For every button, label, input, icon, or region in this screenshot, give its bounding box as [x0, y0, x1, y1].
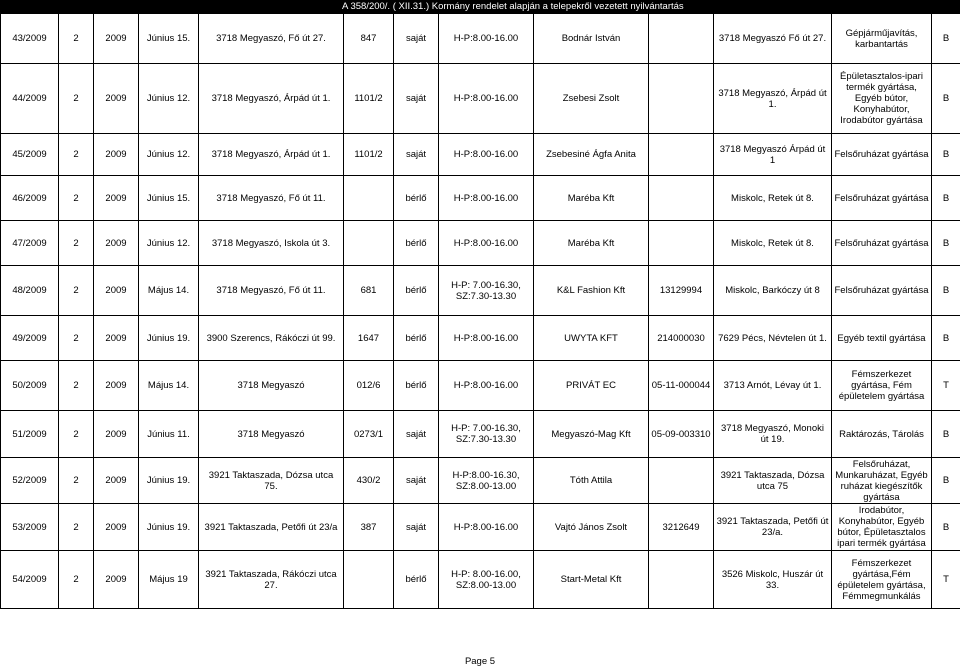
cell-opening-hours: H-P:8.00-16.00	[439, 316, 534, 361]
cell-class: B	[932, 64, 960, 134]
table-row	[1, 316, 960, 361]
cell-operator-name: UWYTA KFT	[534, 316, 649, 361]
cell-opening-hours: H-P:8.00-16.30, SZ:8.00-13.00	[439, 458, 534, 504]
cell-site-address: 3900 Szerencs, Rákóczi út 99.	[199, 316, 344, 361]
cell-operator-address: 3718 Megyaszó, Monoki út 19.	[714, 411, 832, 458]
cell-category: 2	[59, 134, 94, 176]
cell-register-no: 52/2009	[1, 458, 59, 504]
cell-register-no: 49/2009	[1, 316, 59, 361]
cell-year: 2009	[94, 266, 139, 316]
cell-year: 2009	[94, 551, 139, 609]
table-row	[1, 14, 960, 64]
cell-opening-hours: H-P:8.00-16.00	[439, 14, 534, 64]
cell-registration-no: 05-09-003310	[649, 411, 714, 458]
cell-class: B	[932, 458, 960, 504]
cell-parcel-no	[344, 176, 394, 221]
cell-activity: Irodabútor, Konyhabútor, Egyéb bútor, Épületasztalos ipari termék gyártása	[832, 504, 932, 551]
cell-opening-hours: H-P:8.00-16.00	[439, 361, 534, 411]
cell-operator-address: 3921 Taktaszada, Dózsa utca 75	[714, 458, 832, 504]
cell-ownership: bérlő	[394, 316, 439, 361]
cell-registration-no	[649, 176, 714, 221]
cell-operator-name: Bodnár István	[534, 14, 649, 64]
cell-category: 2	[59, 221, 94, 266]
cell-operator-address: 3921 Taktaszada, Petőfi út 23/a.	[714, 504, 832, 551]
table-row	[1, 504, 960, 551]
table-row	[1, 361, 960, 411]
cell-operator-name: Start-Metal Kft	[534, 551, 649, 609]
cell-site-address: 3718 Megyaszó, Fő út 27.	[199, 14, 344, 64]
cell-class: B	[932, 504, 960, 551]
cell-parcel-no: 430/2	[344, 458, 394, 504]
cell-year: 2009	[94, 361, 139, 411]
header-text: A 358/200/. ( XII.31.) Kormány rendelet alapján a telepekről vezetett nyilvántartás	[342, 1, 684, 12]
cell-site-address: 3921 Taktaszada, Dózsa utca 75.	[199, 458, 344, 504]
cell-year: 2009	[94, 14, 139, 64]
cell-parcel-no: 1101/2	[344, 134, 394, 176]
cell-activity: Felsőruházat gyártása	[832, 176, 932, 221]
cell-ownership: saját	[394, 134, 439, 176]
cell-opening-hours: H-P:8.00-16.00	[439, 64, 534, 134]
cell-activity: Épületasztalos-ipari termék gyártása, Egyéb bútor, Konyhabútor, Irodabútor gyártása	[832, 64, 932, 134]
cell-year: 2009	[94, 176, 139, 221]
cell-class: B	[932, 14, 960, 64]
cell-date: Június 15.	[139, 176, 199, 221]
cell-operator-name: K&L Fashion Kft	[534, 266, 649, 316]
cell-operator-address: 3718 Megyaszó Fő út 27.	[714, 14, 832, 64]
cell-class: B	[932, 316, 960, 361]
cell-class: B	[932, 266, 960, 316]
table-row	[1, 221, 960, 266]
cell-register-no: 46/2009	[1, 176, 59, 221]
cell-category: 2	[59, 266, 94, 316]
cell-site-address: 3718 Megyaszó	[199, 361, 344, 411]
table-row	[1, 176, 960, 221]
cell-opening-hours: H-P:8.00-16.00	[439, 504, 534, 551]
cell-category: 2	[59, 64, 94, 134]
cell-category: 2	[59, 176, 94, 221]
cell-activity: Raktározás, Tárolás	[832, 411, 932, 458]
cell-category: 2	[59, 551, 94, 609]
cell-register-no: 51/2009	[1, 411, 59, 458]
cell-ownership: bérlő	[394, 266, 439, 316]
cell-parcel-no	[344, 551, 394, 609]
cell-activity: Felsőruházat, Munkaruházat, Egyéb ruházat kiegészítők gyártása	[832, 458, 932, 504]
cell-ownership: bérlő	[394, 551, 439, 609]
cell-year: 2009	[94, 458, 139, 504]
cell-operator-name: Zsebesiné Ágfa Anita	[534, 134, 649, 176]
cell-registration-no	[649, 551, 714, 609]
cell-class: B	[932, 221, 960, 266]
cell-operator-name: PRIVÁT EC	[534, 361, 649, 411]
cell-operator-address: Miskolc, Barkóczy út 8	[714, 266, 832, 316]
cell-parcel-no	[344, 221, 394, 266]
cell-opening-hours: H-P:8.00-16.00	[439, 176, 534, 221]
cell-register-no: 54/2009	[1, 551, 59, 609]
cell-ownership: saját	[394, 64, 439, 134]
register-table	[0, 13, 960, 609]
cell-ownership: saját	[394, 504, 439, 551]
cell-activity: Fémszerkezet gyártása,Fém épületelem gyártása, Fémmegmunkálás	[832, 551, 932, 609]
cell-category: 2	[59, 14, 94, 64]
cell-year: 2009	[94, 64, 139, 134]
cell-class: B	[932, 176, 960, 221]
cell-class: T	[932, 551, 960, 609]
cell-registration-no	[649, 221, 714, 266]
cell-register-no: 47/2009	[1, 221, 59, 266]
table-row	[1, 458, 960, 504]
cell-opening-hours: H-P: 7.00-16.30, SZ:7.30-13.30	[439, 266, 534, 316]
cell-activity: Egyéb textil gyártása	[832, 316, 932, 361]
cell-registration-no	[649, 458, 714, 504]
cell-operator-address: 3713 Arnót, Lévay út 1.	[714, 361, 832, 411]
cell-category: 2	[59, 504, 94, 551]
cell-operator-name: Maréba Kft	[534, 221, 649, 266]
cell-activity: Gépjárműjavítás, karbantartás	[832, 14, 932, 64]
cell-year: 2009	[94, 221, 139, 266]
cell-site-address: 3718 Megyaszó, Fő út 11.	[199, 176, 344, 221]
cell-operator-address: 3526 Miskolc, Huszár út 33.	[714, 551, 832, 609]
cell-parcel-no: 0273/1	[344, 411, 394, 458]
page-number: Page 5	[464, 656, 496, 667]
cell-date: Június 15.	[139, 14, 199, 64]
cell-parcel-no: 387	[344, 504, 394, 551]
cell-date: Június 12.	[139, 134, 199, 176]
cell-site-address: 3718 Megyaszó	[199, 411, 344, 458]
cell-date: Június 11.	[139, 411, 199, 458]
cell-registration-no: 214000030	[649, 316, 714, 361]
cell-year: 2009	[94, 134, 139, 176]
cell-ownership: bérlő	[394, 176, 439, 221]
cell-opening-hours: H-P: 7.00-16.30, SZ:7.30-13.30	[439, 411, 534, 458]
cell-parcel-no: 012/6	[344, 361, 394, 411]
cell-opening-hours: H-P: 8.00-16.00, SZ:8.00-13.00	[439, 551, 534, 609]
cell-register-no: 44/2009	[1, 64, 59, 134]
cell-ownership: bérlő	[394, 221, 439, 266]
cell-date: Május 14.	[139, 361, 199, 411]
cell-register-no: 50/2009	[1, 361, 59, 411]
cell-registration-no	[649, 14, 714, 64]
cell-site-address: 3718 Megyaszó, Árpád út 1.	[199, 64, 344, 134]
cell-class: B	[932, 411, 960, 458]
cell-registration-no: 3212649	[649, 504, 714, 551]
cell-registration-no: 05-11-000044	[649, 361, 714, 411]
cell-category: 2	[59, 458, 94, 504]
cell-parcel-no: 1101/2	[344, 64, 394, 134]
cell-operator-address: 3718 Megyaszó, Árpád út 1.	[714, 64, 832, 134]
cell-category: 2	[59, 411, 94, 458]
cell-ownership: saját	[394, 14, 439, 64]
cell-ownership: saját	[394, 458, 439, 504]
cell-operator-name: Maréba Kft	[534, 176, 649, 221]
cell-registration-no: 13129994	[649, 266, 714, 316]
cell-opening-hours: H-P:8.00-16.00	[439, 134, 534, 176]
cell-date: Június 19.	[139, 458, 199, 504]
cell-register-no: 45/2009	[1, 134, 59, 176]
cell-category: 2	[59, 316, 94, 361]
cell-operator-address: 7629 Pécs, Névtelen út 1.	[714, 316, 832, 361]
table-row	[1, 266, 960, 316]
cell-ownership: saját	[394, 411, 439, 458]
cell-registration-no	[649, 64, 714, 134]
cell-date: Június 19.	[139, 316, 199, 361]
cell-site-address: 3718 Megyaszó, Fő út 11.	[199, 266, 344, 316]
cell-year: 2009	[94, 504, 139, 551]
cell-operator-name: Tóth Attila	[534, 458, 649, 504]
cell-parcel-no: 1647	[344, 316, 394, 361]
cell-register-no: 53/2009	[1, 504, 59, 551]
cell-opening-hours: H-P:8.00-16.00	[439, 221, 534, 266]
cell-site-address: 3718 Megyaszó, Árpád út 1.	[199, 134, 344, 176]
cell-site-address: 3921 Taktaszada, Rákóczi utca 27.	[199, 551, 344, 609]
cell-operator-name: Megyaszó-Mag Kft	[534, 411, 649, 458]
cell-parcel-no: 681	[344, 266, 394, 316]
table-row	[1, 551, 960, 609]
cell-operator-address: Miskolc, Retek út 8.	[714, 221, 832, 266]
cell-site-address: 3718 Megyaszó, Iskola út 3.	[199, 221, 344, 266]
cell-class: B	[932, 134, 960, 176]
cell-operator-name: Zsebesi Zsolt	[534, 64, 649, 134]
table-row	[1, 64, 960, 134]
cell-date: Június 12.	[139, 221, 199, 266]
cell-operator-address: 3718 Megyaszó Árpád út 1	[714, 134, 832, 176]
table-row	[1, 411, 960, 458]
cell-register-no: 48/2009	[1, 266, 59, 316]
cell-year: 2009	[94, 411, 139, 458]
cell-site-address: 3921 Taktaszada, Petőfi út 23/a	[199, 504, 344, 551]
cell-date: Június 12.	[139, 64, 199, 134]
cell-activity: Felsőruházat gyártása	[832, 221, 932, 266]
cell-activity: Felsőruházat gyártása	[832, 134, 932, 176]
cell-ownership: bérlő	[394, 361, 439, 411]
cell-registration-no	[649, 134, 714, 176]
cell-year: 2009	[94, 316, 139, 361]
cell-parcel-no: 847	[344, 14, 394, 64]
page-header	[0, 0, 960, 13]
cell-date: Május 14.	[139, 266, 199, 316]
cell-category: 2	[59, 361, 94, 411]
cell-register-no: 43/2009	[1, 14, 59, 64]
table-row	[1, 134, 960, 176]
cell-activity: Felsőruházat gyártása	[832, 266, 932, 316]
cell-operator-name: Vajtó János Zsolt	[534, 504, 649, 551]
cell-activity: Fémszerkezet gyártása, Fém épületelem gyártása	[832, 361, 932, 411]
cell-date: Június 19.	[139, 504, 199, 551]
cell-class: T	[932, 361, 960, 411]
cell-operator-address: Miskolc, Retek út 8.	[714, 176, 832, 221]
cell-date: Május 19	[139, 551, 199, 609]
